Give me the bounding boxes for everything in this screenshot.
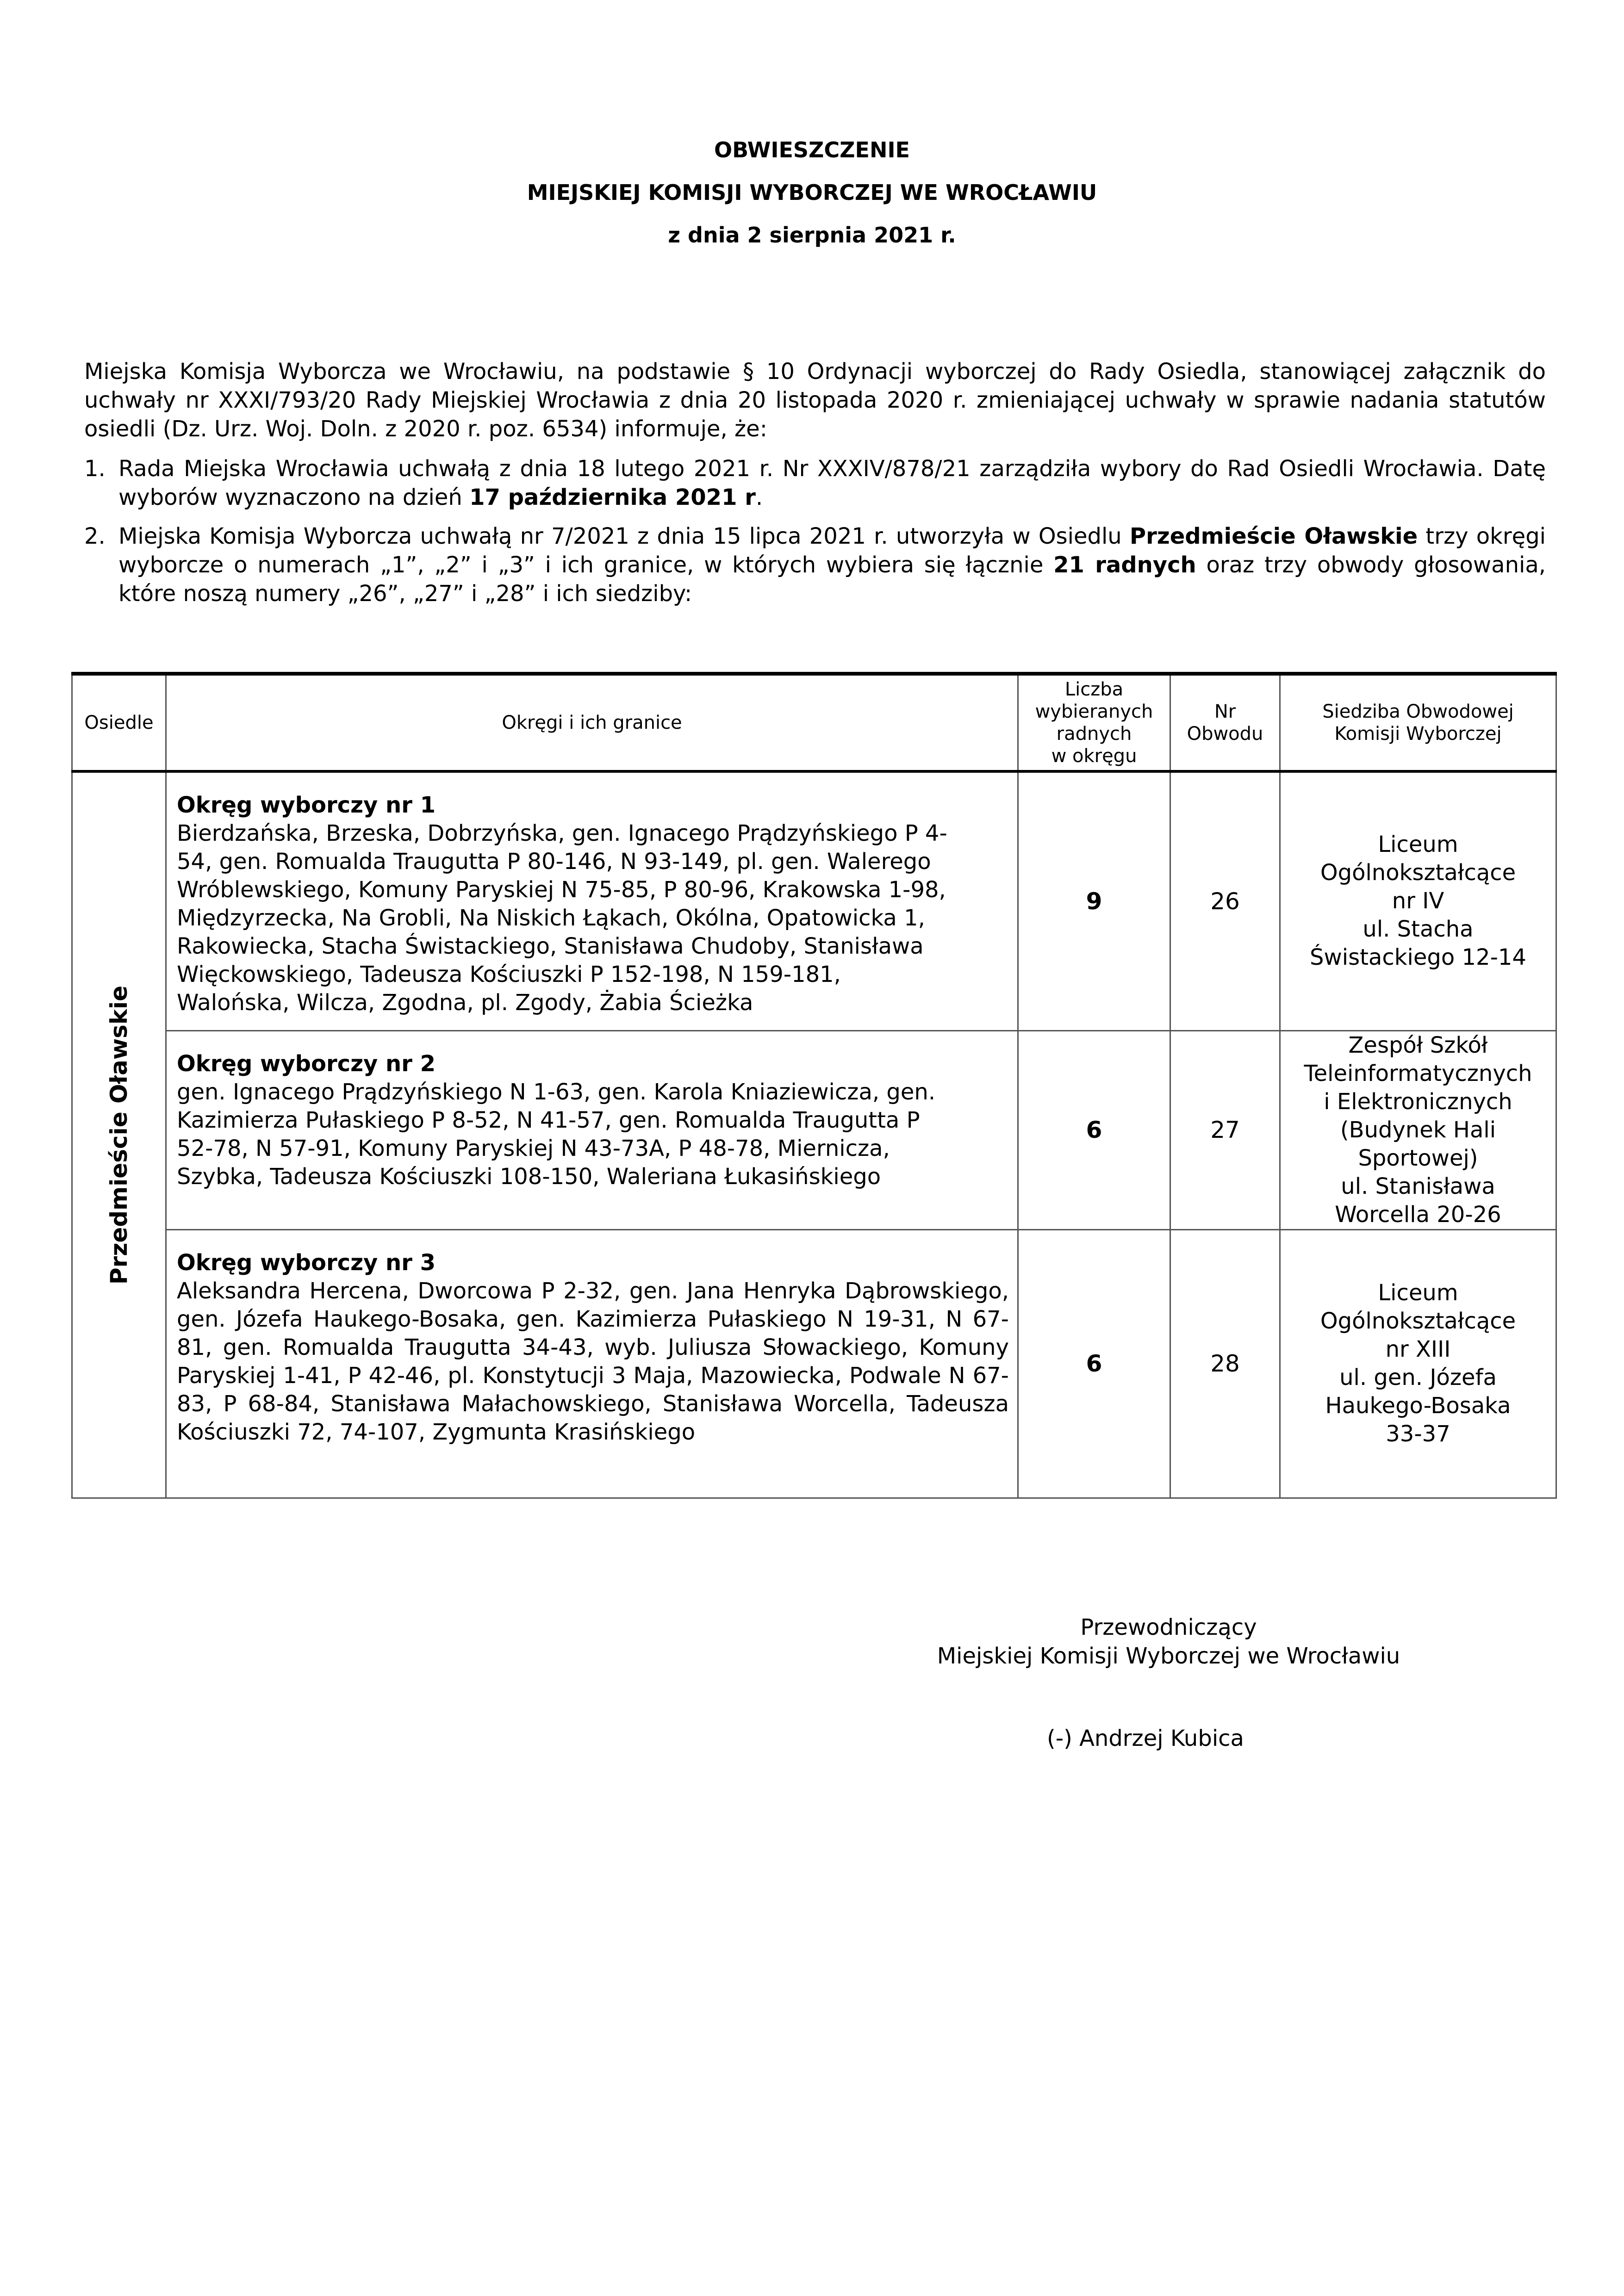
table-row — [72, 1030, 1556, 1229]
boundaries-cell — [166, 771, 1018, 1030]
boundary-line: Szybka, Tadeusza Kościuszki 108-150, Waleriana Łukasińskiego — [177, 1163, 881, 1190]
point-1-number: 1. — [84, 456, 106, 482]
point-2-number: 2. — [84, 523, 106, 549]
boundary-text: Aleksandra Hercena, Dworcowa P 2-32, gen. Jana Henryka Dąbrowskiego, gen. Józefa Haukego-Bosaka, gen. Kazimierza Pułaskiego N 19-31, N 67-81, gen. Romualda Traugutta 34-43, wyb. Juliusza Słowackiego, Komuny Paryskiej 1-41, P 42-46, pl. Konstytucji 3 Maja, Mazowiecka, Podwale N 67-83, P 68-84, Stanisława Małachowskiego, Stanisława Worcella, Tadeusza Kościuszki 72, 74-107, Zygmunta Krasińskiego — [177, 1278, 1009, 1445]
header-okregi: Okręgi i ich granice — [166, 674, 1018, 771]
seat-line: 33-37 — [1386, 1421, 1450, 1447]
doc-date: z dnia 2 sierpnia 2021 r. — [668, 223, 956, 248]
seat-line: ul. Stanisława — [1341, 1173, 1495, 1199]
seat-line: Teleinformatycznych — [1304, 1060, 1532, 1086]
boundary-line: 52-78, N 57-91, Komuny Paryskiej N 43-73A, P 48-78, Miernicza, — [177, 1135, 890, 1161]
commission-seat — [1280, 1030, 1556, 1229]
header-liczba — [1018, 674, 1170, 771]
header-siedziba-line: Komisji Wyborczej — [1334, 723, 1502, 745]
point-1-text-b: . — [755, 484, 763, 510]
point-1-text-a: Rada Miejska Wrocławia uchwałą z dnia 18 lutego 2021 r. Nr XXXIV/878/21 zarządziła wybory do Rad Osiedli Wrocławia. Datę wyborów wyznaczono na dzień — [118, 456, 1546, 510]
boundary-line: Międzyrzecka, Na Grobli, Na Niskich Łąkach, Okólna, Opatowicka 1, — [177, 905, 925, 931]
seat-line: Haukego-Bosaka — [1325, 1393, 1511, 1419]
boundary-line: gen. Ignacego Prądzyńskiego N 1-63, gen. Karola Kniaziewicza, gen. — [177, 1079, 936, 1105]
doc-subtitle: MIEJSKIEJ KOMISJI WYBORCZEJ WE WROCŁAWIU — [527, 180, 1097, 205]
point-2 — [84, 522, 1546, 608]
table-row — [72, 771, 1556, 1030]
boundary-line: Rakowiecka, Stacha Świstackiego, Stanisława Chudoby, Stanisława — [177, 933, 924, 959]
point-2-text — [118, 522, 1546, 608]
councillor-count: 6 — [1018, 1229, 1170, 1498]
header-liczba-line: wybieranych — [1035, 701, 1153, 722]
district-name: Przedmieście Oławskie — [106, 985, 132, 1285]
boundary-line: Wróblewskiego, Komuny Paryskiej N 75-85, P 80-96, Krakowska 1-98, — [177, 877, 946, 903]
boundary-line: 54, gen. Romualda Traugutta P 80-146, N 93-149, pl. gen. Walerego — [177, 849, 931, 875]
councillor-total: 21 radnych — [1053, 552, 1196, 578]
seat-line: Liceum — [1378, 832, 1458, 858]
intro-paragraph: Miejska Komisja Wyborcza we Wrocławiu, na podstawie § 10 Ordynacji wyborczej do Rady Osiedla, stanowiącej załącznik do uchwały nr XXXI/793/20 Rady Miejskiej Wrocławia z dnia 20 listopada 2020 r. zmieniającej uchwały w sprawie nadania statutów osiedli (Dz. Urz. Woj. Doln. z 2020 r. poz. 6534) informuje, że: — [84, 359, 1546, 442]
councillor-count: 6 — [1018, 1030, 1170, 1229]
boundaries-cell — [166, 1229, 1018, 1498]
boundary-line: Walońska, Wilcza, Zgodna, pl. Zgody, Żabia Ścieżka — [177, 990, 753, 1016]
ward-number: 26 — [1170, 771, 1280, 1030]
ward-number: 28 — [1170, 1229, 1280, 1498]
election-date: 17 października 2021 r — [469, 484, 756, 510]
header-siedziba — [1280, 674, 1556, 771]
seat-line: Worcella 20-26 — [1335, 1201, 1501, 1228]
seat-line: Świstackiego 12-14 — [1310, 944, 1526, 971]
commission-seat — [1280, 1229, 1556, 1498]
point-2-text-a: Miejska Komisja Wyborcza uchwałą nr 7/2021 z dnia 15 lipca 2021 r. utworzyła w Osiedlu — [118, 523, 1130, 549]
commission-seat — [1280, 771, 1556, 1030]
signature-role-line-1: Przewodniczący — [1080, 1614, 1257, 1640]
point-2-text-c: oraz trzy obwody głosowania, które noszą numery „26”, „27” i „28” i ich siedziby: — [118, 552, 1546, 607]
header-siedziba-line: Siedziba Obwodowej — [1322, 701, 1514, 722]
seat-line: nr IV — [1392, 888, 1444, 914]
boundaries-cell — [166, 1030, 1018, 1229]
district-title: Okręg wyborczy nr 3 — [177, 1249, 436, 1276]
seat-line: nr XIII — [1385, 1336, 1451, 1362]
seat-line: Sportowej) — [1358, 1145, 1478, 1171]
header-liczba-line: Liczba — [1064, 679, 1124, 700]
point-1 — [84, 454, 1546, 512]
header-liczba-line: w okręgu — [1051, 745, 1137, 767]
header-nr-line: Obwodu — [1187, 723, 1263, 745]
table-row — [72, 1229, 1556, 1498]
doc-title: OBWIESZCZENIE — [714, 137, 910, 162]
header-osiedle: Osiedle — [72, 674, 166, 771]
seat-line: ul. Stacha — [1363, 916, 1474, 943]
boundary-line: Więckowskiego, Tadeusza Kościuszki P 152-198, N 159-181, — [177, 962, 841, 987]
signature-role-line-2: Miejskiej Komisji Wyborczej we Wrocławiu — [937, 1643, 1400, 1669]
district-title: Okręg wyborczy nr 2 — [177, 1050, 436, 1077]
header-liczba-line: radnych — [1056, 723, 1132, 745]
seat-line: Ogólnokształcące — [1320, 860, 1516, 886]
seat-line: Liceum — [1378, 1280, 1458, 1306]
seat-line: (Budynek Hali — [1340, 1117, 1496, 1143]
point-1-text — [118, 454, 1546, 512]
seat-line: Ogólnokształcące — [1320, 1308, 1516, 1334]
district-name-inline: Przedmieście Oławskie — [1129, 523, 1418, 549]
signature-name: (-) Andrzej Kubica — [1047, 1725, 1244, 1751]
header-nr-obwodu — [1170, 674, 1280, 771]
table-header-row — [72, 674, 1556, 771]
point-2-text-b: trzy okręgi wyborcze o numerach „1”, „2” i „3” i ich granice, w których wybiera się łącznie — [118, 523, 1546, 578]
district-cell — [72, 771, 166, 1498]
boundary-line: Kazimierza Pułaskiego P 8-52, N 41-57, gen. Romualda Traugutta P — [177, 1107, 920, 1133]
header-nr-line: Nr — [1214, 701, 1236, 722]
ward-number: 27 — [1170, 1030, 1280, 1229]
seat-line: ul. gen. Józefa — [1339, 1365, 1497, 1390]
boundary-line: Bierdzańska, Brzeska, Dobrzyńska, gen. Ignacego Prądzyńskiego P 4- — [177, 820, 947, 846]
seat-line: Zespół Szkół — [1348, 1032, 1488, 1058]
districts-table — [71, 672, 1557, 1499]
councillor-count: 9 — [1018, 771, 1170, 1030]
seat-line: i Elektronicznych — [1324, 1088, 1512, 1115]
district-title: Okręg wyborczy nr 1 — [177, 792, 436, 818]
